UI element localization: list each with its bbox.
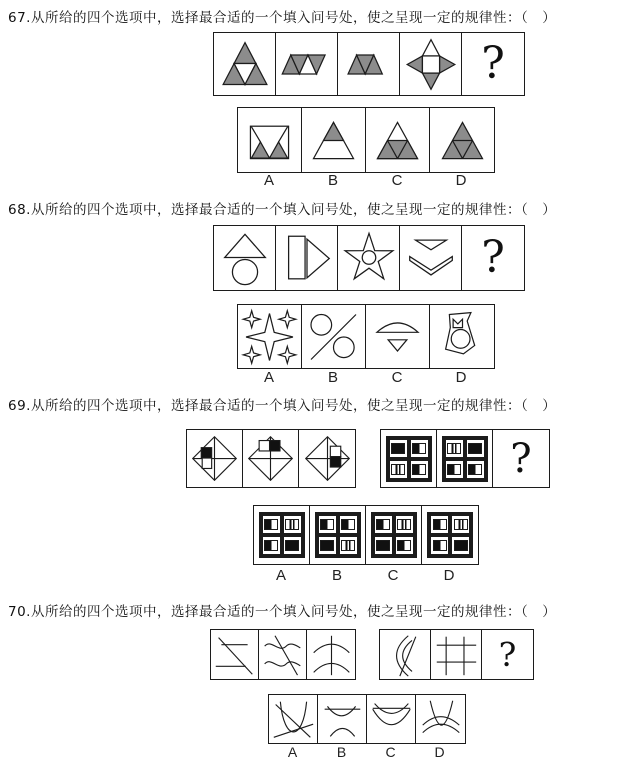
diamond-squares-top-figure xyxy=(244,432,297,486)
option-label-b: B xyxy=(331,567,342,584)
q67-question-mark-cell xyxy=(462,33,524,95)
grid-quadrant xyxy=(394,514,415,535)
q68-question-mark-cell xyxy=(462,226,524,290)
question-prompt: 从所给的四个选项中，选择最合适的一个填入问号处，使之呈现一定的规律性：（ ） xyxy=(30,398,557,414)
percent-circles-figure xyxy=(303,307,364,367)
grid-quadrant xyxy=(450,535,471,556)
question-69-text xyxy=(8,394,556,414)
grid-quadrant xyxy=(317,514,338,535)
line-curve-arch-figure xyxy=(319,697,365,742)
square-icon-vlines xyxy=(447,443,461,454)
option-label-d: D xyxy=(455,172,467,189)
question-number: 70. xyxy=(8,604,31,620)
square-icon-half xyxy=(412,464,426,475)
trapezoid-triangles-figure xyxy=(339,35,399,94)
q70-option-labels xyxy=(268,744,464,760)
arcs-diagonal-figure xyxy=(381,632,429,678)
line-two-curves-figure xyxy=(368,697,414,742)
diagonal-two-horizontals-figure xyxy=(212,632,257,678)
double-chevron-figure xyxy=(401,228,461,289)
square-icon-vlines xyxy=(454,519,468,530)
q70-question-mark-cell xyxy=(482,630,533,679)
rectangle-and-triangle-figure xyxy=(277,228,337,289)
q69-option-d[interactable] xyxy=(422,506,478,564)
square-icon-black xyxy=(391,443,405,454)
square-icon-black xyxy=(320,540,334,551)
q70-option-a[interactable] xyxy=(269,695,318,743)
square-icon-half xyxy=(341,519,355,530)
option-label-b: B xyxy=(336,744,347,760)
square-grid-figure xyxy=(259,512,305,558)
hash-grid-figure xyxy=(432,632,480,678)
grid-quadrant xyxy=(450,514,471,535)
lens-and-triangle-figure xyxy=(367,307,428,367)
grid-quadrant xyxy=(317,535,338,556)
q69-option-labels xyxy=(253,567,477,584)
q70-panel-b xyxy=(379,629,534,680)
triangle-gray-bottom-figure xyxy=(367,110,428,171)
star-with-circle-figure xyxy=(339,228,399,289)
q67-stimulus-cell-2 xyxy=(276,33,338,95)
square-icon-black xyxy=(468,443,482,454)
grid-quadrant xyxy=(429,535,450,556)
grid-quadrant xyxy=(388,459,409,480)
option-label-b: B xyxy=(327,369,338,386)
q67-stimulus-cell-3 xyxy=(338,33,400,95)
grid-quadrant xyxy=(261,535,282,556)
question-mark-glyph: ? xyxy=(510,435,532,482)
q68-stimulus-cell-3 xyxy=(338,226,400,290)
square-icon-half xyxy=(433,519,447,530)
question-prompt: 从所给的四个选项中，选择最合适的一个填入问号处，使之呈现一定的规律性：（ ） xyxy=(30,202,557,218)
q69-option-b[interactable] xyxy=(310,506,366,564)
grid-quadrant xyxy=(338,535,359,556)
grid-quadrant xyxy=(465,438,486,459)
option-label-c: C xyxy=(387,567,399,584)
triangle-all-gray-figure xyxy=(432,110,493,171)
q67-stimulus-cell-4 xyxy=(400,33,462,95)
question-70-text xyxy=(8,600,556,620)
grid-quadrant xyxy=(429,514,450,535)
square-icon-half xyxy=(376,519,390,530)
grid-quadrant xyxy=(465,459,486,480)
grid-quadrant xyxy=(409,459,430,480)
square-icon-vlines xyxy=(285,519,299,530)
grid-quadrant xyxy=(282,514,303,535)
option-label-c: C xyxy=(385,744,396,760)
diamond-squares-left-figure xyxy=(188,432,241,486)
square-grid-figure xyxy=(371,512,417,558)
grid-quadrant xyxy=(338,514,359,535)
q68-stimulus-cell-2 xyxy=(276,226,338,290)
q70-option-c[interactable] xyxy=(367,695,416,743)
option-label-a: A xyxy=(275,567,286,584)
question-68-text xyxy=(8,198,556,218)
parallelogram-triangles-figure xyxy=(277,35,337,94)
square-icon-half xyxy=(433,540,447,551)
triforce-white-center-figure xyxy=(215,35,275,94)
question-prompt: 从所给的四个选项中，选择最合适的一个填入问号处，使之呈现一定的规律性：（ ） xyxy=(30,10,557,26)
q70-options-row xyxy=(268,694,466,744)
q67-option-c[interactable] xyxy=(366,108,430,172)
square-icon-black xyxy=(454,540,468,551)
option-label-c: C xyxy=(391,172,403,189)
square-grid-figure xyxy=(315,512,361,558)
q68-stimulus-cell-4 xyxy=(400,226,462,290)
q69-option-c[interactable] xyxy=(366,506,422,564)
square-icon-half xyxy=(320,519,334,530)
option-label-c: C xyxy=(391,369,403,386)
square-icon-black xyxy=(285,540,299,551)
four-point-stars-figure xyxy=(239,307,300,367)
option-label-d: D xyxy=(443,567,455,584)
q70-panel-b-cell-2 xyxy=(431,630,482,679)
q69-panel-a-cell-2 xyxy=(243,430,299,487)
q67-stimulus-cell-1 xyxy=(214,33,276,95)
q67-option-d[interactable] xyxy=(430,108,494,172)
square-icon-vlines xyxy=(341,540,355,551)
q67-option-labels xyxy=(237,172,493,189)
question-mark-glyph: ? xyxy=(481,232,505,283)
q68-option-d[interactable] xyxy=(430,305,494,368)
square-icon-vlines xyxy=(397,519,411,530)
q70-option-d[interactable] xyxy=(416,695,465,743)
triangle-gray-top-figure xyxy=(303,110,364,171)
q69-panel-b-cell-1 xyxy=(381,430,437,487)
grid-quadrant xyxy=(394,535,415,556)
grid-quadrant xyxy=(409,438,430,459)
square-grid-figure xyxy=(386,436,432,482)
q69-question-mark-cell xyxy=(493,430,549,487)
square-icon-half xyxy=(447,464,461,475)
square-icon-half xyxy=(264,540,278,551)
q70-panel-a-cell-2 xyxy=(259,630,307,679)
option-label-d: D xyxy=(455,369,467,386)
q70-panel-a xyxy=(210,629,356,680)
square-icon-half xyxy=(397,540,411,551)
square-icon-half xyxy=(468,464,482,475)
question-67-text xyxy=(8,6,556,26)
grid-quadrant xyxy=(388,438,409,459)
question-mark-glyph: ? xyxy=(498,635,517,674)
triangle-over-circle-figure xyxy=(215,228,275,289)
question-number: 69. xyxy=(8,398,31,414)
q69-option-a[interactable] xyxy=(254,506,310,564)
q68-stimulus-cell-1 xyxy=(214,226,276,290)
option-label-a: A xyxy=(263,369,274,386)
option-label-b: B xyxy=(327,172,338,189)
parabola-two-arcs-figure xyxy=(418,697,464,742)
grid-quadrant xyxy=(373,514,394,535)
q68-option-b[interactable] xyxy=(302,305,366,368)
q70-panel-b-cell-1 xyxy=(380,630,431,679)
diamond-squares-right-figure xyxy=(301,432,354,486)
q67-stimulus-row xyxy=(213,32,525,96)
question-mark-glyph: ? xyxy=(481,38,505,89)
q67-option-a[interactable] xyxy=(238,108,302,172)
q68-option-labels xyxy=(237,369,493,386)
q69-panel-a xyxy=(186,429,356,488)
square-icon-vlines xyxy=(391,464,405,475)
grid-quadrant xyxy=(282,535,303,556)
four-point-star-figure xyxy=(401,35,461,94)
q67-options-row xyxy=(237,107,495,173)
question-number: 67. xyxy=(8,10,31,26)
q67-option-b[interactable] xyxy=(302,108,366,172)
option-label-a: A xyxy=(287,744,298,760)
q69-panel-a-cell-1 xyxy=(187,430,243,487)
square-grid-figure xyxy=(427,512,473,558)
grid-quadrant xyxy=(444,438,465,459)
question-prompt: 从所给的四个选项中，选择最合适的一个填入问号处，使之呈现一定的规律性：（ ） xyxy=(30,604,557,620)
q70-option-b[interactable] xyxy=(318,695,367,743)
q68-option-a[interactable] xyxy=(238,305,302,368)
q69-panel-b xyxy=(380,429,550,488)
blob-circle-flag-figure xyxy=(432,307,493,367)
square-icon-black xyxy=(376,540,390,551)
rect-with-triangles-figure xyxy=(239,110,300,171)
square-grid-figure xyxy=(442,436,488,482)
square-icon-half xyxy=(264,519,278,530)
option-label-a: A xyxy=(263,172,274,189)
square-icon-half xyxy=(412,443,426,454)
parabola-two-lines-figure xyxy=(270,697,316,742)
grid-quadrant xyxy=(261,514,282,535)
q68-stimulus-row xyxy=(213,225,525,291)
q69-options-row xyxy=(253,505,479,565)
q68-options-row xyxy=(237,304,495,369)
q69-panel-a-cell-3 xyxy=(299,430,355,487)
q68-option-c[interactable] xyxy=(366,305,430,368)
grid-quadrant xyxy=(444,459,465,480)
option-label-d: D xyxy=(434,744,445,760)
grid-quadrant xyxy=(373,535,394,556)
q69-panel-b-cell-2 xyxy=(437,430,493,487)
vertical-two-arcs-figure xyxy=(309,632,354,678)
q70-panel-a-cell-3 xyxy=(307,630,355,679)
question-number: 68. xyxy=(8,202,31,218)
q70-panel-a-cell-1 xyxy=(211,630,259,679)
diagonal-two-waves-figure xyxy=(260,632,305,678)
